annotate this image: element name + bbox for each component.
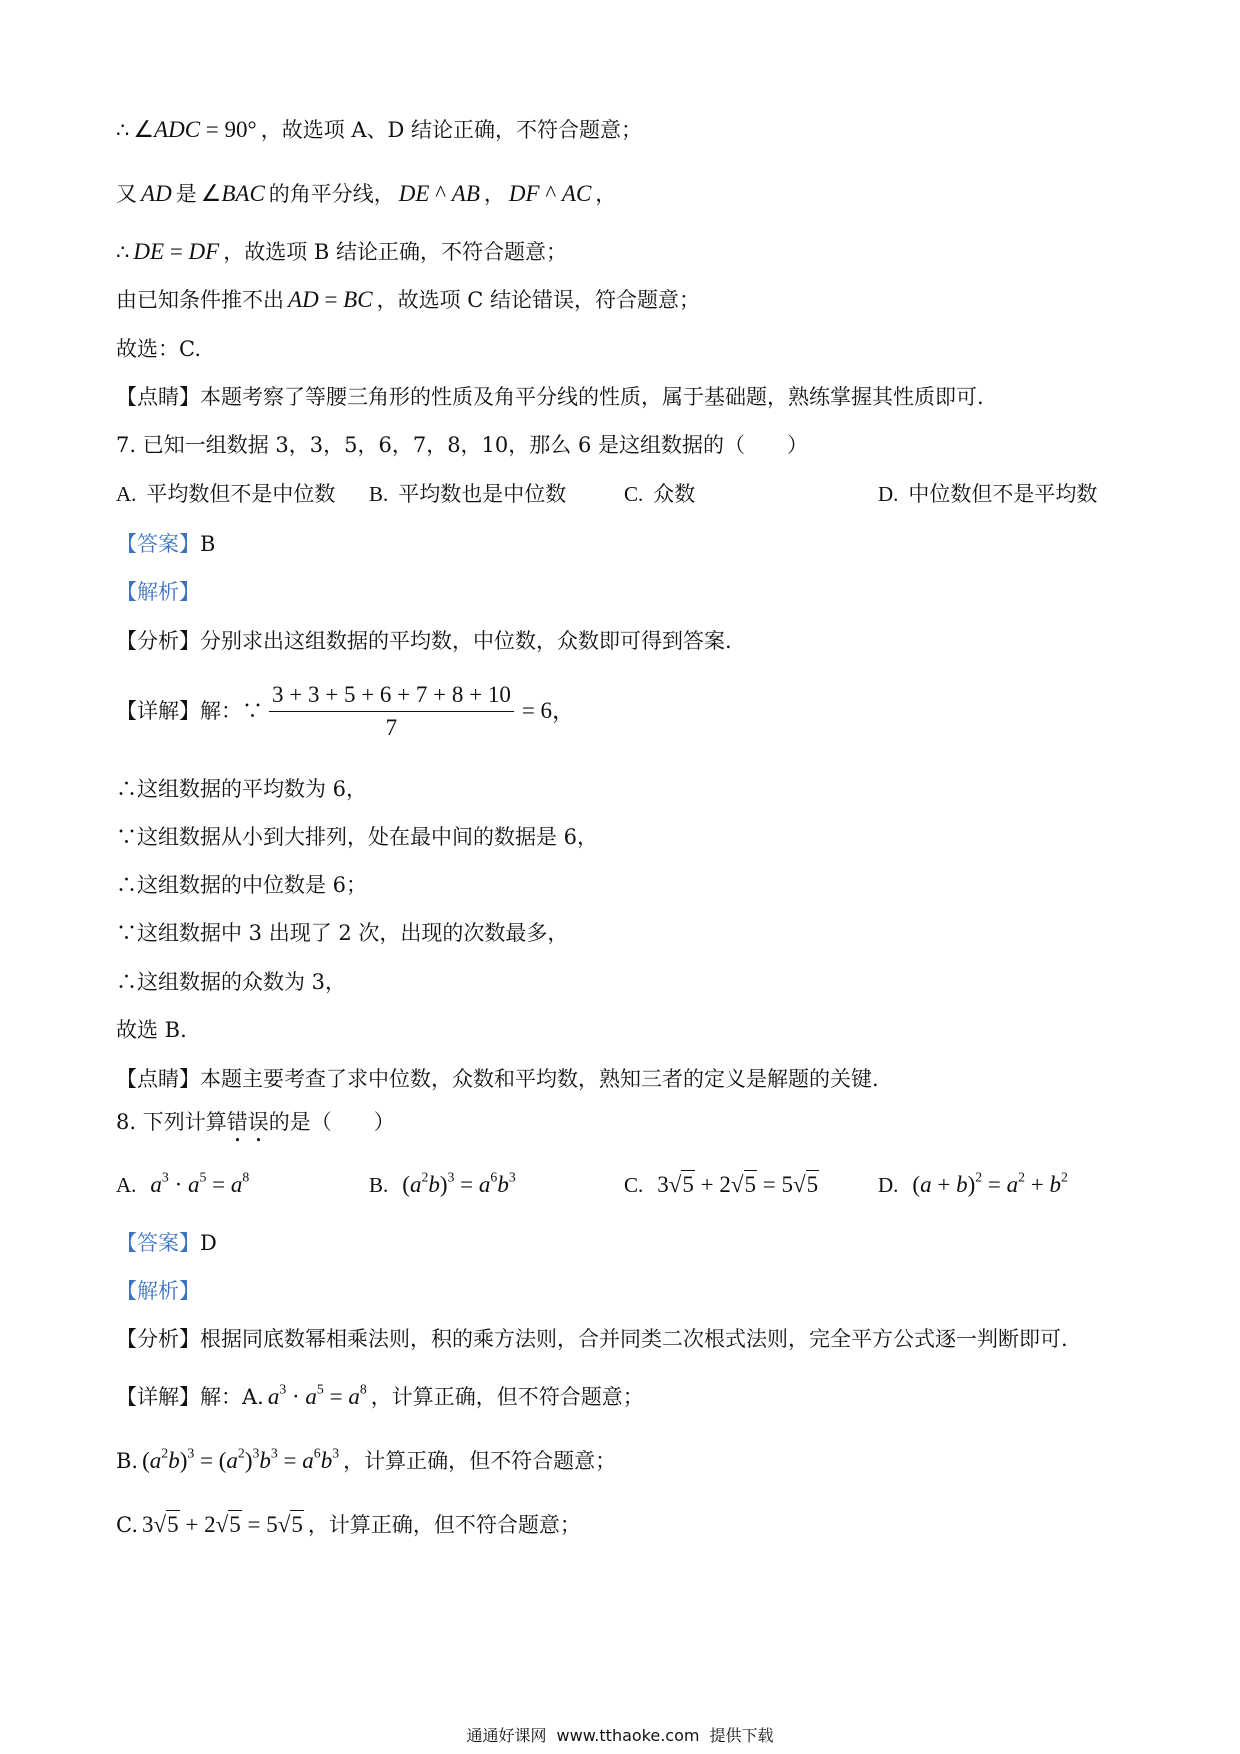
- q6-choice-line: 故选：C.: [116, 337, 201, 361]
- q8-option-a: [116, 1170, 253, 1200]
- q8-option-c: [624, 1170, 823, 1200]
- angle-adc-expr: ∠ADC = 90°: [133, 117, 257, 142]
- q7-option-b: [369, 479, 566, 509]
- option-label: C.: [624, 1173, 644, 1197]
- footer-url: www.tthaoke.com: [556, 1726, 700, 1745]
- q6-line-2-text-1: 又: [116, 182, 137, 206]
- fraction-denominator: 7: [385, 714, 398, 740]
- detail-suffix: ，计算正确，但不符合题意；: [370, 1385, 644, 1409]
- option-label: A.: [116, 482, 137, 506]
- option-expr: $(a^2b)^3 = a^6b^3$: [402, 1169, 516, 1197]
- detail-expr: $a^3 \cdot a^5 = a^8$: [267, 1381, 367, 1409]
- q6-line-3: [116, 238, 567, 266]
- df-perp-ac-expr: DF ^ AC: [508, 181, 592, 206]
- detail-lead: 【详解】解：∵: [116, 699, 263, 723]
- q8-analysis-tag: 【解析】: [116, 1279, 200, 1303]
- q8-question-pre: 8. 下列计算: [116, 1110, 227, 1134]
- option-label: C.: [624, 482, 644, 506]
- answer-value: B: [200, 532, 216, 556]
- q6-line-4: [116, 286, 700, 314]
- detail-suffix: ，计算正确，但不符合题意；: [307, 1513, 581, 1537]
- detail-expr: 3√5 + 2√5 = 5√5: [142, 1512, 303, 1537]
- q7-option-c: [624, 479, 695, 509]
- q7-step-2: ∵这组数据从小到大排列，处在最中间的数据是 6，: [116, 825, 599, 849]
- angle-bac-expr: ∠BAC: [200, 181, 265, 206]
- option-label: B.: [369, 1173, 389, 1197]
- q7-option-d: [878, 479, 1097, 509]
- detail-prefix: C.: [116, 1513, 138, 1537]
- q7-step-1: ∴这组数据的平均数为 6，: [116, 777, 368, 801]
- q6-line-1: [116, 116, 642, 144]
- q8-question-emphasis: 错误: [226, 1110, 269, 1134]
- de-equals-df-expr: DE = DF: [133, 239, 220, 264]
- q8-question-post: 的是（ ）: [268, 1110, 395, 1134]
- option-label: D.: [878, 1173, 899, 1197]
- option-text: 平均数也是中位数: [398, 482, 567, 506]
- fraction-result: = 6，: [521, 698, 576, 723]
- mean-fraction: [269, 681, 514, 742]
- q7-step-5: ∴这组数据的众数为 3，: [116, 970, 347, 994]
- q6-line-1-text: ，故选项 A、D 结论正确，不符合题意；: [260, 118, 643, 142]
- segment-ad-expr: AD: [141, 181, 172, 206]
- q7-analysis: 【分析】分别求出这组数据的平均数，中位数，众数即可得到答案.: [116, 629, 732, 653]
- detail-prefix: 【详解】解：A.: [116, 1385, 264, 1409]
- q6-line-2-text-4: ，: [483, 182, 505, 206]
- q6-line-4-text-2: ，故选项 C 结论错误，符合题意；: [376, 288, 700, 312]
- q7-question: 7. 已知一组数据 3，3，5，6，7，8，10，那么 6 是这组数据的（ ）: [116, 433, 808, 457]
- therefore-symbol: ∴: [116, 118, 130, 142]
- option-label: B.: [369, 482, 389, 506]
- option-text: 众数: [653, 482, 696, 506]
- fraction-numerator: 3 + 3 + 5 + 6 + 7 + 8 + 10: [269, 681, 514, 712]
- footer-suffix: 提供下载: [709, 1726, 774, 1745]
- q8-detail-b: [116, 1446, 616, 1476]
- answer-value: D: [200, 1231, 217, 1255]
- q6-line-4-text-1: 由已知条件推不出: [116, 288, 284, 312]
- q7-answer: [116, 530, 215, 558]
- q8-answer: [116, 1229, 217, 1257]
- ad-equals-bc-expr: AD = BC: [288, 287, 373, 312]
- de-perp-ab-expr: DE ^ AB: [398, 181, 480, 206]
- q7-step-6: 故选 B.: [116, 1018, 187, 1042]
- option-text: 平均数但不是中位数: [146, 482, 336, 506]
- q8-detail-c: [116, 1510, 581, 1540]
- option-label: A.: [116, 1173, 137, 1197]
- option-expr: $a^3 \cdot a^5 = a^8$: [150, 1169, 250, 1197]
- answer-tag: 【答案】: [116, 1231, 200, 1255]
- footer-site-name: 通通好课网: [466, 1726, 547, 1745]
- q8-detail-a: [116, 1382, 644, 1412]
- q8-option-d: [878, 1170, 1072, 1200]
- q8-question: [116, 1108, 395, 1136]
- q6-line-3-text: ，故选项 B 结论正确，不符合题意；: [223, 240, 568, 264]
- detail-prefix: B.: [116, 1449, 139, 1473]
- therefore-symbol: ∴: [116, 240, 130, 264]
- q7-detail-mean: [116, 677, 575, 745]
- q7-step-4: ∵这组数据中 3 出现了 2 次，出现的次数最多，: [116, 921, 569, 945]
- detail-suffix: ，计算正确，但不符合题意；: [343, 1449, 617, 1473]
- detail-expr: $(a^2b)^3 = (a^2)^3b^3 = a^6b^3$: [142, 1445, 340, 1473]
- answer-tag: 【答案】: [116, 532, 200, 556]
- q7-comment: 【点睛】本题主要考查了求中位数，众数和平均数，熟知三者的定义是解题的关键.: [116, 1067, 879, 1091]
- q6-comment: 【点睛】本题考察了等腰三角形的性质及角平分线的性质，属于基础题，熟练掌握其性质即可.: [116, 385, 984, 409]
- q8-analysis: 【分析】根据同底数幂相乘法则，积的乘方法则，合并同类二次根式法则，完全平方公式逐一判断即可.: [116, 1327, 1068, 1351]
- option-label: D.: [878, 482, 899, 506]
- option-text: 中位数但不是平均数: [908, 482, 1098, 506]
- q6-line-2-text-3: 的角平分线，: [268, 182, 395, 206]
- option-expr: 3√5 + 2√5 = 5√5: [657, 1172, 819, 1197]
- q8-option-b: [369, 1170, 520, 1200]
- q7-step-3: ∴这组数据的中位数是 6；: [116, 873, 368, 897]
- q7-option-a: [116, 479, 335, 509]
- q6-line-2-text-5: ，: [595, 182, 617, 206]
- page-footer: [0, 1726, 1240, 1746]
- option-expr: $(a + b)^2 = a^2 + b^2$: [912, 1169, 1068, 1197]
- q7-analysis-tag: 【解析】: [116, 580, 200, 604]
- q6-line-2-text-2: 是: [175, 182, 197, 206]
- q6-line-2: [116, 180, 616, 208]
